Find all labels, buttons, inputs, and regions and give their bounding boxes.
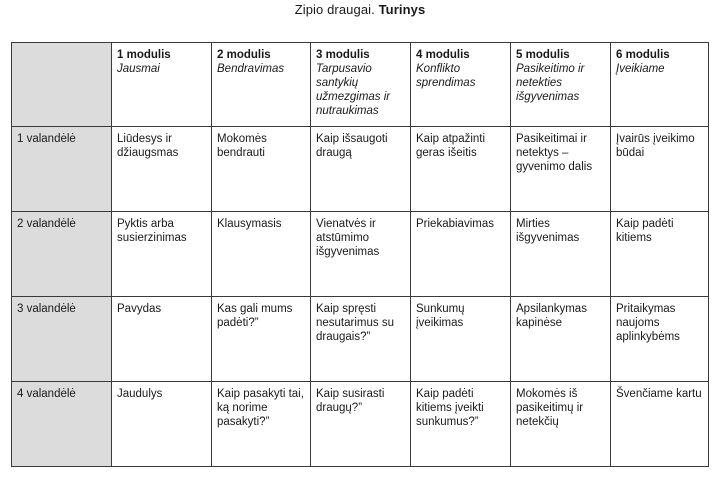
row-label: 1 valandėlė	[12, 127, 112, 212]
table-cell: Apsilankymas kapinėse	[511, 297, 611, 382]
table-cell: Priekabiavimas	[411, 212, 511, 297]
table-cell: Pritaikymas naujoms aplinkybėms	[611, 297, 709, 382]
table-cell: Kaip atpažinti geras išeitis	[411, 127, 511, 212]
table-cell: Mirties išgyvenimas	[511, 212, 611, 297]
module-name: 6 modulis	[616, 49, 670, 61]
table-cell: Klausymasis	[212, 212, 311, 297]
table-cell: Kaip susirasti draugų?”	[311, 382, 411, 467]
module-name: 3 modulis	[316, 49, 370, 61]
row-label: 4 valandėlė	[12, 382, 112, 467]
row-label: 2 valandėlė	[12, 212, 112, 297]
table-cell: Kaip padėti kitiems	[611, 212, 709, 297]
table-cell: Pyktis arba susierzinimas	[112, 212, 212, 297]
table-cell: Kaip padėti kitiems įveikti sunkumus?”	[411, 382, 511, 467]
corner-cell	[12, 43, 112, 127]
title-plain: Zipio draugai.	[294, 2, 375, 17]
module-subtitle: Pasikeitimo ir netekties išgyvenimas	[516, 63, 585, 103]
table-cell: Mokomės bendrauti	[212, 127, 311, 212]
module-name: 2 modulis	[217, 49, 271, 61]
module-name: 4 modulis	[416, 49, 470, 61]
table-cell: Pasikeitimai ir netektys – gyvenimo dalis	[511, 127, 611, 212]
header-row	[12, 43, 709, 127]
table-cell: Liūdesys ir džiaugsmas	[112, 127, 212, 212]
row-label: 3 valandėlė	[12, 297, 112, 382]
table-row	[12, 127, 709, 212]
contents-table	[11, 42, 709, 467]
module-subtitle: Bendravimas	[217, 63, 285, 75]
module-subtitle: Jausmai	[117, 63, 160, 75]
module-name: 1 modulis	[117, 49, 171, 61]
table-cell: Pavydas	[112, 297, 212, 382]
module-subtitle: Konflikto sprendimas	[416, 63, 476, 89]
table-cell: Kaip išsaugoti draugą	[311, 127, 411, 212]
module-header	[411, 43, 511, 127]
module-header	[112, 43, 212, 127]
table-cell: Jaudulys	[112, 382, 212, 467]
table-row	[12, 212, 709, 297]
module-header	[611, 43, 709, 127]
page-title	[0, 2, 720, 17]
table-cell: Mokomės iš pasikeitimų ir netekčių	[511, 382, 611, 467]
module-header	[311, 43, 411, 127]
module-subtitle: Įveikiame	[616, 63, 665, 75]
table-cell: Sunkumų įveikimas	[411, 297, 511, 382]
module-subtitle: Tarpusavio santykių užmezgimas ir nutraukimas	[316, 63, 391, 117]
module-header	[511, 43, 611, 127]
table-cell: Kaip pasakyti tai, ką norime pasakyti?”	[212, 382, 311, 467]
table-cell: Kas gali mums padėti?”	[212, 297, 311, 382]
module-name: 5 modulis	[516, 49, 570, 61]
table-cell: Įvairūs įveikimo būdai	[611, 127, 709, 212]
table-row	[12, 297, 709, 382]
table-cell: Vienatvės ir atstūmimo išgyvenimas	[311, 212, 411, 297]
table-row	[12, 382, 709, 467]
table-cell: Kaip spręsti nesutarimus su draugais?”	[311, 297, 411, 382]
title-bold: Turinys	[374, 2, 426, 17]
module-header	[212, 43, 311, 127]
table-cell: Švenčiame kartu	[611, 382, 709, 467]
